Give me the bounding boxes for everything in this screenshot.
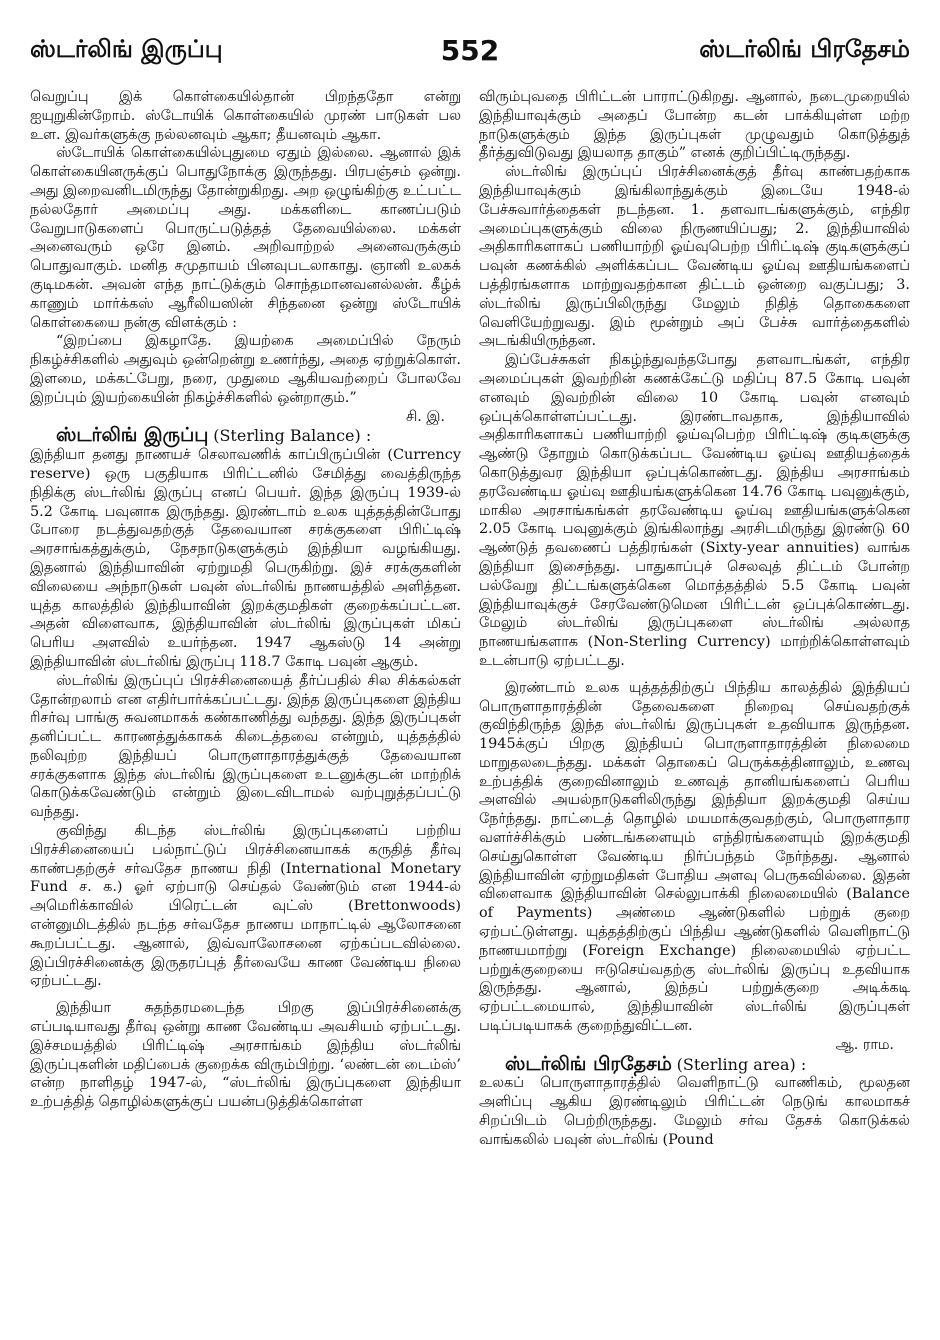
paragraph: இந்தியா சுதந்தரமடைந்த பிறகு இப்பிரச்சினைக்கு எப்படியாவது தீர்வு ஒன்று காண வேண்டிய அவசியம் ஏற்பட்டது. இச்சமயத்தில் பிரிட்டிஷ் அரசாங்கம் இந்திய ஸ்டர்லிங் இருப்புகளின் மதிப்பைக் குறைக்க விரும்பிற்று. ‘லண்டன் டைம்ஸ்’ என்ற நாளிதழ் 1947-ல், “ஸ்டர்லிங் இருப்புகளை இந்தியா உற்பத்தித் தொழில்களுக்குப் பயன்படுத்திக்கொள்ள (30, 1000, 461, 1111)
paragraph: இந்தியா தனது நாணயச் செலாவணிக் காப்பிருப்பின் (Currency reserve) ஒரு பகுதியாக பிரிட்டனில் சேமித்து வைத்திருந்த நிதிக்கு ஸ்டர்லிங் இருப்பு எனப் பெயர். இந்த இருப்பு 1939-ல் 5.2 கோடி பவுனாக இருந்தது. இரண்டாம் உலக யுத்தத்தின்போது போரை நடத்துவதற்குத் தேவையான சரக்குகளை பிரிட்டிஷ் அரசாங்கத்துக்கும், நேசநாடுகளுக்கும் இந்தியா வழங்கியது. இதனால் இந்தியாவின் ஏற்றுமதி பெருகிற்று. இச் சரக்குகளின் விலையை அந்நாடுகள் பவுன் ஸ்டர்லிங் நாணயத்தில் அளித்தன. யுத்த காலத்தில் இந்தியாவின் இறக்குமதிகள் குறைக்கப்பட்டன. அதன் விளைவாக, இந்தியாவின் ஸ்டர்லிங் இருப்புகள் மிகப் பெரிய அளவில் உயர்ந்தன. 1947 ஆகஸ்டு 14 அன்று இந்தியாவின் ஸ்டர்லிங் இருப்பு 118.7 கோடி பவுன் ஆகும். (30, 447, 461, 670)
entry-heading-sterling-area (479, 1052, 910, 1075)
page-number: 552 (440, 33, 500, 67)
page-header (30, 28, 910, 72)
paragraph: உலகப் பொருளாதாரத்தில் வெளிநாட்டு வாணிகம், மூலதன அளிப்பு ஆகிய இரண்டிலும் பிரிட்டன் நெடுங் காலமாகச் சிறப்பிடம் பெற்றிருந்தது. மேலும் சர்வ தேசக் கொடுக்கல் வாங்கலில் பவுன் ஸ்டர்லிங் (Pound (479, 1075, 910, 1148)
left-column (30, 88, 461, 1326)
paragraph: ஸ்டர்லிங் இருப்புப் பிரச்சினைக்குத் தீர்வு காண்பதற்காக இந்தியாவுக்கும் இங்கிலாந்துக்கும் இடையே 1948-ல் பேச்சுவார்த்தைகள் நடந்தன. 1. தளவாடங்களுக்கும், எந்திர அமைப்புகளுக்கும் விலை நிருணயிப்பது; 2. இந்தியாவில் அதிகாரிகளாகப் பணியாற்றி ஓய்வுபெற்ற பிரிட்டிஷ் குடிகளுக்குப் பவுன் கணக்கில் அளிக்கப்பட வேண்டிய ஓய்வு ஊதியங்களைப் பத்திரங்களாக மாற்றுவதற்கான திட்டம் ஒன்றை வகுப்பது; 3. ஸ்டர்லிங் இருப்பிலிருந்து மேலும் நிதித் தொகைகளை வெளியேற்றுவது. இம் மூன்றும் அப் பேச்சு வார்த்தைகளில் அடங்கியிருந்தன. (479, 164, 910, 350)
entry-headword: ஸ்டர்லிங் இருப்பு (56, 424, 209, 447)
paragraph: ஸ்டோயிக் கொள்கையில்புதுமை ஏதும் இல்லை. ஆனால் இக் கொள்கையினருக்குப் பொதுநோக்கு இருந்தது. பிரபஞ்சம் ஒன்று. அது இறைவனிடமிருந்து தோன்றுகிறது. அற ஒழுங்கிற்கு உட்பட்ட நல்லதோர் அமைப்பு அது. மக்களிடை காணப்படும் வேறுபாடுகளைப் பொருட்படுத்தத் தேவையில்லை. மக்கள் அனைவரும் ஒரே இனம். அறிவாற்றல் அனைவருக்கும் பொதுவாகும். மனித சமுதாயம் பினவுபடலாகாது. ஞானி உலகக் குடிமகன். அவன் எந்த நாட்டுக்கும் சொந்தமானவனல்லன். கீழ்க் காணும் மார்க்கஸ் ஆரீலியஸின் சிந்தனை ஒன்று ஸ்டோயிக் கொள்கையை நன்கு விளக்கும் : (30, 145, 461, 331)
entry-headword: ஸ்டர்லிங் பிரதேசம் (505, 1052, 672, 1075)
right-column (479, 88, 910, 1326)
paragraph: விரும்புவதை பிரிட்டன் பாராட்டுகிறது. ஆனால், நடைமுறையில் இந்தியாவுக்கும் அதைப் போன்ற கடன் பாக்கியுள்ள மற்ற நாடுகளுக்கும் இந்த இருப்புகள் முழுவதும் கொடுத்துத் தீர்த்துவிடுவது இயலாத தாகும்” எனக் குறிப்பிட்டிருந்தது. (479, 89, 910, 162)
running-head-right: ஸ்டர்லிங் பிரதேசம் (699, 34, 910, 63)
entry-headword-english: (Sterling Balance) : (213, 426, 372, 446)
paragraph: இப்பேச்சுகள் நிகழ்ந்துவந்தபோது தளவாடங்கள், எந்திர அமைப்புகள் இவற்றின் கணக்கேட்டு மதிப்பு 87.5 கோடி பவுன் எனவும் இவற்றின் விலை 10 கோடி பவுன் எனவும் ஒப்புக்கொள்ளப்பட்டது. இரண்டாவதாக, இந்தியாவில் அதிகாரிகளாகப் பணியாற்றி ஓய்வுபெற்ற பிரிட்டிஷ் குடிகளுக்கு ஆண்டு தோறும் கொடுக்கப்பட வேண்டிய ஓய்வு ஊதியத்தைக் கொடுத்துவர இந்தியா ஒப்புக்கொண்டது. இந்திய அரசாங்கம் தரவேண்டிய ஓய்வு ஊதியங்களுக்கென 14.76 கோடி பவுனுக்கும், மாகில அரசாங்கங்கள் தரவேண்டிய ஓய்வு ஊதியங்களுக்கென 2.05 கோடி பவுனுக்கும் இங்கிலாந்து அரசிடமிருந்து இரண்டு 60 ஆண்டுத் தவணைப் பத்திரங்கள் (Sixty-year annuities) வாங்க இந்தியா இசைந்தது. பாதுகாப்புச் செலவுத் திட்டம் போன்ற பல்வேறு திட்டங்களுக்கென மொத்தத்தில் 5.5 கோடி பவுன் இந்தியாவுக்குச் சேரவேண்டுமென பிரிட்டன் ஒப்புக்கொண்டது. மேலும் ஸ்டர்லிங் இருப்புகளை ஸ்டர்லிங் அல்லாத நாணயங்களாக (Non-Sterling Currency) மாற்றிக்கொள்ளவும் உடன்பாடு ஏற்பட்டது. (479, 352, 910, 669)
entry-headword-english: (Sterling area) : (676, 1054, 807, 1074)
paragraph: ஸ்டர்லிங் இருப்புப் பிரச்சினையைத் தீர்ப்பதில் சில சிக்கல்கள் தோன்றலாம் என எதிர்பார்க்கப்பட்டது. இந்த இருப்புகளை இந்திய ரிசர்வு பாங்கு சுவனமாகக் கண்காணித்து வந்தது. இந்த இருப்புகள் தனிப்பட்ட காரணத்துக்காகக் கிடைத்தவை என்றும், யுத்தத்தில் நலிவுற்ற இந்தியப் பொருளாதாரத்துக்குத் தேவையான சரக்குகளாக இந்த ஸ்டர்லிங் இருப்புகளை உடனுக்குடன் மாற்றிக் கொடுக்கவேண்டும் என்றும் இடைவிடாமல் வற்புறுத்தப்பட்டு வந்தது. (30, 672, 461, 821)
paragraph: குவிந்து கிடந்த ஸ்டர்லிங் இருப்புகளைப் பற்றிய பிரச்சினையைப் பல்நாட்டுப் பிரச்சினையாகக் கருதித் தீர்வு காண்பதற்குச் சர்வதேச நாணய நிதி (International Monetary Fund ச. க.) ஓர் ஏற்பாடு செய்தல் வேண்டும் என 1944-ல் அமெரிக்காவில் பிரெட்டன் வுட்ஸ் (Brettonwoods) என்னுமிடத்தில் நடந்த சர்வதேச நாணய மாநாட்டில் ஆலோசனை கூறப்பட்டது. ஆனால், இவ்வாலோசனை ஏற்கப்படவில்லை. இப்பிரச்சினைக்கு இருதரப்புத் தீர்வையே காண வேண்டிய நிலை ஏற்பட்டது. (30, 823, 461, 990)
paragraph: இரண்டாம் உலக யுத்தத்திற்குப் பிந்திய காலத்தில் இந்தியப் பொருளாதாரத்தின் தேவைகளை நிறைவு செய்வதற்குக் குவிந்திருந்த இந்த ஸ்டர்லிங் இருப்புகள் உதவியாக இருந்தன. 1945க்குப் பிறகு இந்தியப் பொருளாதாரத்தின் நிலைமை மாறுதலடைந்தது. மக்கள் தொகைப் பெருக்கத்தினாலும், உணவு உற்பத்திக் குறைவினாலும் உணவுத் தானியங்களைப் பெரிய அளவில் அயல்நாடுகளிலிருந்து இந்தியா இறக்குமதி செய்ய நேர்ந்தது. நாட்டைத் தொழில் மயமாக்குவதற்கும், பொருளாதார வளர்ச்சிக்கும் பண்டங்களையும் எந்திரங்களையும் இறக்குமதி செய்துகொள்ள வேண்டிய நிர்ப்பந்தம் நேர்ந்தது. ஆனால் இந்தியாவின் ஏற்றுமதிகள் போதிய அளவு பெருகவில்லை. இதன் விளைவாக இந்தியாவின் செல்லுபாக்கி நிலைமையில் (Balance of Payments) அண்மை ஆண்டுகளில் பற்றுக் குறை ஏற்பட்டுள்ளது. யுத்தத்திற்குப் பிந்திய ஆண்டுகளில் வெளிநாட்டு நாணயமாற்று (Foreign Exchange) நிலைமையில் ஏற்பட்ட பற்றுக்குறையை ஈடுசெய்வதற்கு ஸ்டர்லிங் இருப்பு உதவியாக இருந்தது. ஆனால், இந்தப் பற்றுக்குறை அடிக்கடி ஏற்பட்டமையால், இந்தியாவின் ஸ்டர்லிங் இருப்புகள் படிப்படியாகக் குறைந்துவிட்டன. (479, 679, 910, 1035)
running-head-left: ஸ்டர்லிங் இருப்பு (30, 34, 223, 63)
paragraph: வெறுப்பு இக் கொள்கையில்தான் பிறந்ததோ என்று ஐயுறுகின்றோம். ஸ்டோயிக் கொள்கையில் முரண் பாடுகள் பல உள. இவர்களுக்கு நல்லனவும் ஆகா; தீயனவும் ஆகா. (30, 89, 461, 143)
entry-heading-sterling-balance (30, 426, 461, 446)
author-initials: ஆ. ராம. (835, 1036, 894, 1053)
text-columns (30, 88, 910, 1326)
author-initials: சி. இ. (406, 408, 445, 425)
quotation: “இறப்பை இகழாதே. இயற்கை அமைப்பில் நேரும் நிகழ்ச்சிகளில் அதுவும் ஒன்றென்று உணர்ந்து, அதை ஏற்றுக்கொள். இளமை, மக்கட்பேறு, நரை, முதுமை ஆகியவற்றைப் போலவே இறப்பும் இயற்கையின் நிகழ்ச்சிகளில் ஒன்றாகும்.” (30, 333, 461, 406)
